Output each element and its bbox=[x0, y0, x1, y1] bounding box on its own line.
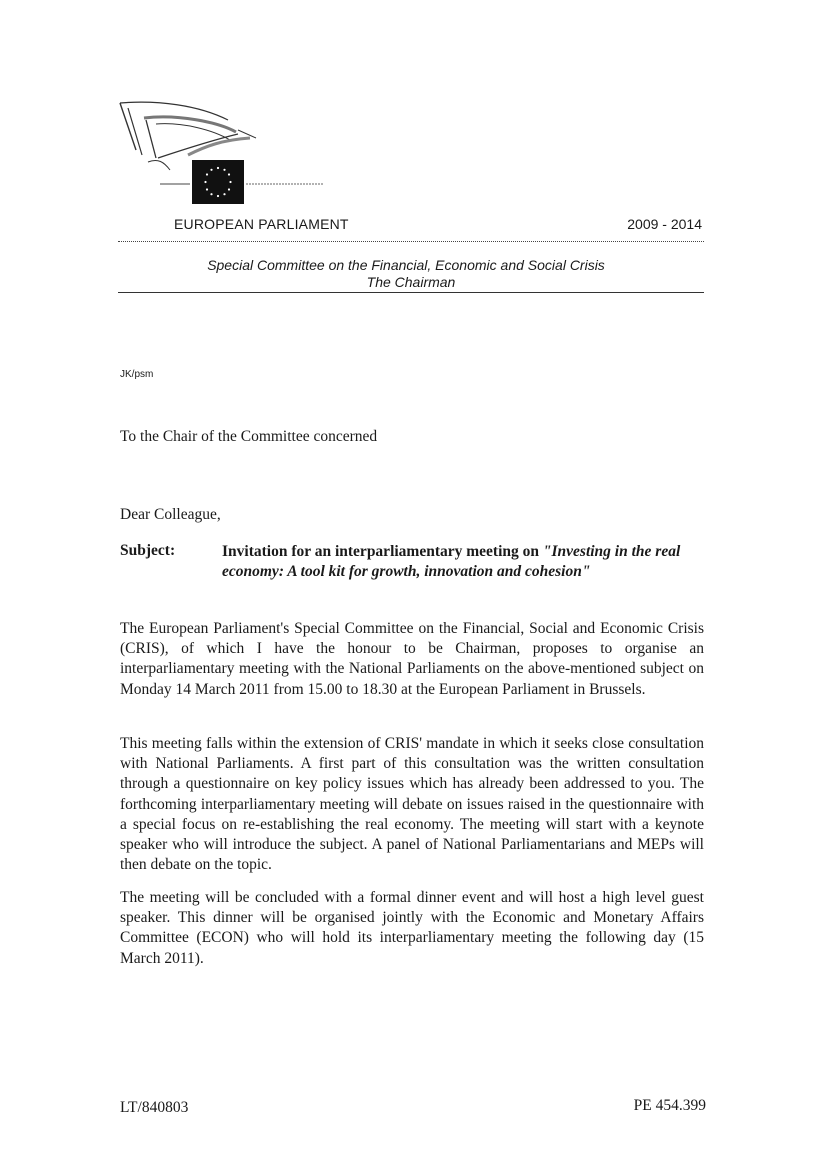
committee-role: The Chairman bbox=[366, 274, 456, 290]
reference-initials: JK/psm bbox=[120, 369, 154, 380]
document-reference: LT/840803 bbox=[120, 1099, 189, 1116]
body-paragraph-1: The European Parliament's Special Committee on the Financial, Social and Economic Crisis (CRIS), of which I have the honour to be Chairman, proposes to organise an interparliamentary meeting with the National Parliaments on the above-mentioned subject on Monday 14 March 2011 from 15.00 to 18.30 at the European Parliament in Brussels. bbox=[120, 620, 704, 698]
letterhead-row bbox=[118, 216, 704, 236]
committee-divider bbox=[118, 292, 704, 293]
committee-block bbox=[118, 257, 704, 291]
subject-text bbox=[222, 542, 706, 582]
parliamentary-term: 2009 - 2014 bbox=[627, 216, 702, 232]
header-divider bbox=[118, 241, 704, 242]
subject-label: Subject: bbox=[120, 542, 176, 559]
european-parliament-logo bbox=[118, 100, 338, 210]
parliament-emblem-icon bbox=[120, 102, 256, 170]
body-paragraph-3: The meeting will be concluded with a formal dinner event and will host a high level guest speaker. This dinner will be organised jointly with the Economic and Monetary Affairs Committee (ECON) who will hold its interparliamentary meeting the following day (15 March 2011). bbox=[120, 889, 704, 967]
eu-flag-icon bbox=[192, 160, 244, 204]
committee-name: Special Committee on the Financial, Economic and Social Crisis bbox=[207, 257, 605, 273]
subject-text-title: "Investing in the real economy: A tool kit for growth, innovation and cohesion" bbox=[222, 543, 681, 580]
organization-name: EUROPEAN PARLIAMENT bbox=[174, 216, 349, 232]
subject-text-plain: Invitation for an interparliamentary meeting on bbox=[222, 543, 543, 560]
body-paragraph-2: This meeting falls within the extension of CRIS' mandate in which it seeks close consultation with National Parliaments. A first part of this consultation was the written consultation through a questionnaire on key policy issues which has already been addressed to you. The forthcoming interparliamentary meeting will debate on issues raised in the questionnaire with a special focus on re-establishing the real economy. The meeting will start with a keynote speaker who will introduce the subject. A panel of National Parliamentarians and MEPs will then debate on the topic. bbox=[120, 735, 704, 874]
salutation: Dear Colleague, bbox=[120, 506, 221, 523]
recipient-line: To the Chair of the Committee concerned bbox=[120, 428, 378, 445]
pe-number: PE 454.399 bbox=[633, 1097, 706, 1114]
